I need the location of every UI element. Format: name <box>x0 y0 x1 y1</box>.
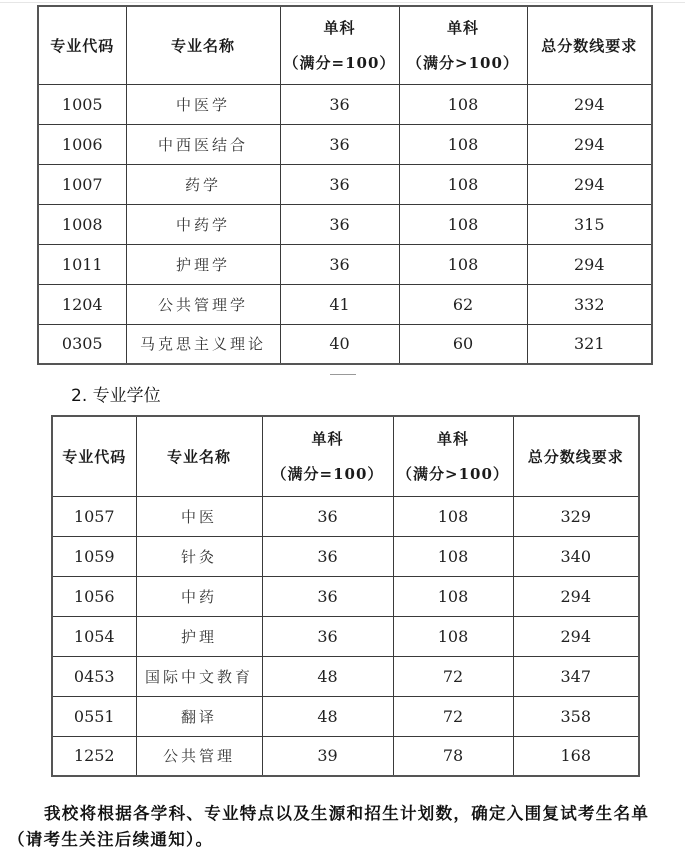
cell-name: 公共管理 <box>136 736 262 776</box>
cell-name: 中医学 <box>126 84 280 124</box>
cell-name: 中药 <box>136 576 262 616</box>
cell-total: 294 <box>527 124 652 164</box>
header-single-100-line2: （满分=100） <box>271 465 384 484</box>
cell-single-over100: 108 <box>399 84 527 124</box>
cell-single-over100: 108 <box>399 244 527 284</box>
cell-name: 中医 <box>136 496 262 536</box>
header-single-over100 <box>399 6 527 84</box>
cell-total: 294 <box>513 616 639 656</box>
cell-code: 1007 <box>38 164 126 204</box>
table-row <box>52 656 639 696</box>
cell-code: 0551 <box>52 696 136 736</box>
cell-single-100: 40 <box>280 324 399 364</box>
cell-total: 329 <box>513 496 639 536</box>
cell-name: 护理学 <box>126 244 280 284</box>
section-title-professional-degree: 2. 专业学位 <box>71 386 161 406</box>
academic-degree-score-table <box>37 5 653 365</box>
cell-single-100: 41 <box>280 284 399 324</box>
cell-single-over100: 72 <box>393 696 513 736</box>
cell-single-100: 48 <box>262 656 393 696</box>
header-name: 专业名称 <box>136 416 262 496</box>
page-top-divider <box>0 2 685 3</box>
cell-single-over100: 108 <box>393 576 513 616</box>
cell-name: 翻译 <box>136 696 262 736</box>
cell-name: 护理 <box>136 616 262 656</box>
cell-single-100: 36 <box>280 124 399 164</box>
cell-single-over100: 108 <box>399 204 527 244</box>
cell-total: 168 <box>513 736 639 776</box>
cell-single-100: 48 <box>262 696 393 736</box>
cell-code: 1056 <box>52 576 136 616</box>
cell-code: 1054 <box>52 616 136 656</box>
cell-code: 0453 <box>52 656 136 696</box>
header-total: 总分数线要求 <box>513 416 639 496</box>
table-header-row <box>38 6 652 84</box>
cell-total: 294 <box>527 164 652 204</box>
cell-total: 347 <box>513 656 639 696</box>
table-row <box>52 736 639 776</box>
cell-code: 1006 <box>38 124 126 164</box>
cell-single-100: 36 <box>262 496 393 536</box>
table-row <box>52 696 639 736</box>
cell-single-100: 36 <box>280 244 399 284</box>
cell-single-over100: 108 <box>393 616 513 656</box>
cell-total: 340 <box>513 536 639 576</box>
cell-total: 315 <box>527 204 652 244</box>
cell-single-over100: 62 <box>399 284 527 324</box>
header-single-100 <box>280 6 399 84</box>
header-single-over100-line2: （满分>100） <box>407 54 519 73</box>
cell-total: 294 <box>527 84 652 124</box>
header-total: 总分数线要求 <box>527 6 652 84</box>
cell-single-100: 36 <box>280 204 399 244</box>
cell-total: 294 <box>527 244 652 284</box>
cell-single-over100: 108 <box>393 496 513 536</box>
professional-degree-score-table <box>51 415 640 777</box>
cell-single-100: 36 <box>262 536 393 576</box>
cell-code: 1057 <box>52 496 136 536</box>
cell-name: 针灸 <box>136 536 262 576</box>
table-row <box>52 496 639 536</box>
cell-name: 药学 <box>126 164 280 204</box>
cell-code: 1252 <box>52 736 136 776</box>
table-row <box>52 616 639 656</box>
table-row <box>38 164 652 204</box>
cell-total: 294 <box>513 576 639 616</box>
header-single-100 <box>262 416 393 496</box>
table-row <box>52 576 639 616</box>
cell-code: 1011 <box>38 244 126 284</box>
cell-name: 公共管理学 <box>126 284 280 324</box>
footer-note: 我校将根据各学科、专业特点以及生源和招生计划数，确定入围复试考生名单（请考生关注后续通知）。 <box>8 803 650 849</box>
table-row <box>38 84 652 124</box>
header-single-100-line2: （满分=100） <box>283 54 396 73</box>
header-single-over100-line1: 单科 <box>446 19 479 38</box>
cell-single-over100: 108 <box>399 164 527 204</box>
header-single-100-line1: 单科 <box>323 19 356 38</box>
table-header-row <box>52 416 639 496</box>
header-single-over100-line1: 单科 <box>436 430 469 449</box>
cell-name: 马克思主义理论 <box>126 324 280 364</box>
cell-name: 国际中文教育 <box>136 656 262 696</box>
cell-single-over100: 60 <box>399 324 527 364</box>
cell-single-over100: 72 <box>393 656 513 696</box>
table-row <box>38 204 652 244</box>
cell-single-over100: 108 <box>399 124 527 164</box>
table-row <box>38 324 652 364</box>
header-code: 专业代码 <box>52 416 136 496</box>
page-break-mark <box>330 374 356 375</box>
cell-code: 1204 <box>38 284 126 324</box>
cell-name: 中西医结合 <box>126 124 280 164</box>
cell-single-100: 39 <box>262 736 393 776</box>
cell-single-100: 36 <box>280 164 399 204</box>
table-row <box>38 244 652 284</box>
cell-single-100: 36 <box>262 576 393 616</box>
cell-single-100: 36 <box>280 84 399 124</box>
header-single-over100-line2: （满分>100） <box>397 465 509 484</box>
table-row <box>38 124 652 164</box>
cell-single-100: 36 <box>262 616 393 656</box>
header-name: 专业名称 <box>126 6 280 84</box>
header-code: 专业代码 <box>38 6 126 84</box>
cell-code: 1008 <box>38 204 126 244</box>
header-single-over100 <box>393 416 513 496</box>
cell-single-over100: 78 <box>393 736 513 776</box>
cell-total: 332 <box>527 284 652 324</box>
cell-code: 0305 <box>38 324 126 364</box>
table-row <box>38 284 652 324</box>
cell-total: 358 <box>513 696 639 736</box>
cell-single-over100: 108 <box>393 536 513 576</box>
cell-code: 1005 <box>38 84 126 124</box>
cell-name: 中药学 <box>126 204 280 244</box>
header-single-100-line1: 单科 <box>311 430 344 449</box>
cell-total: 321 <box>527 324 652 364</box>
cell-code: 1059 <box>52 536 136 576</box>
table-row <box>52 536 639 576</box>
